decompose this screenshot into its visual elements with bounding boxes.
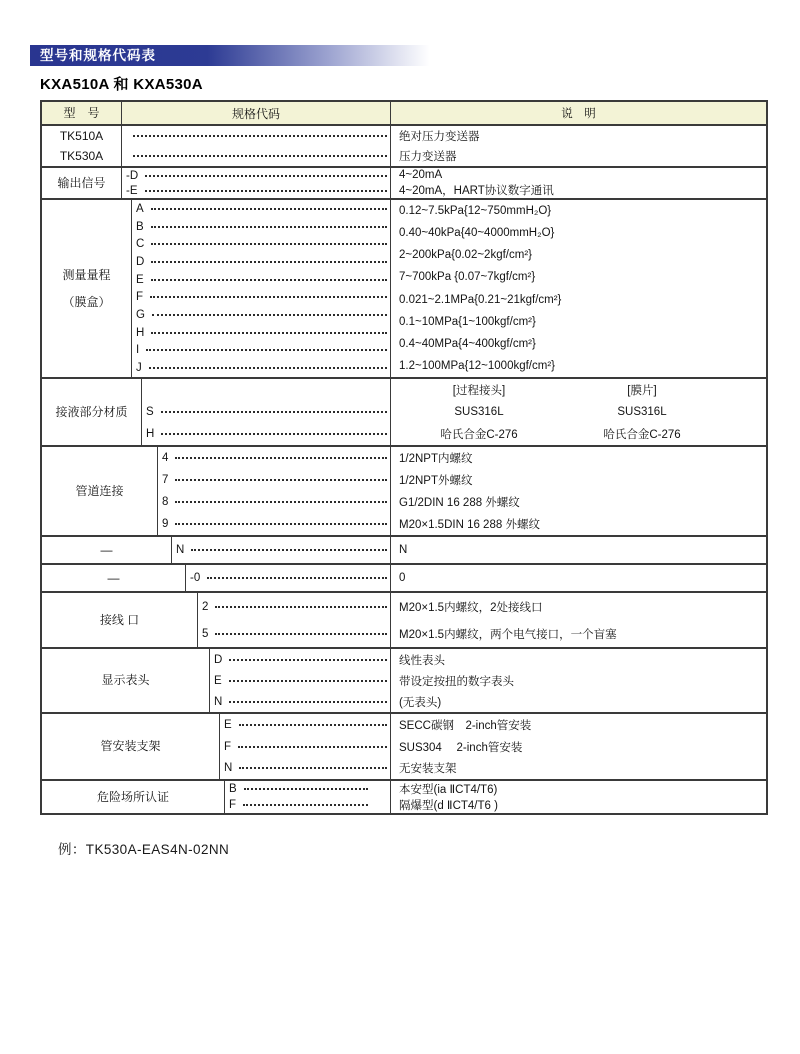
dotted-leader <box>151 226 387 228</box>
descriptions-column <box>390 781 766 813</box>
dotted-leader <box>229 659 387 661</box>
description: 线性表头 <box>399 654 445 667</box>
section-label-line1: 测量量程 <box>62 267 111 282</box>
descriptions-column <box>390 565 766 591</box>
code: B <box>229 783 237 795</box>
descriptions-column <box>390 649 766 712</box>
section-label <box>42 200 132 377</box>
example-model-code: 例：TK530A-EAS4N-02NN <box>58 842 230 857</box>
column-header-description: 说 明 <box>390 102 766 124</box>
description: 本安型(ia ⅡCT4/T6) <box>399 784 498 796</box>
material-value: 哈氏合金C-276 <box>440 429 518 441</box>
section-dash-0 <box>42 563 766 591</box>
dotted-leader <box>244 788 368 790</box>
codes-column <box>225 781 390 813</box>
code: F <box>136 291 144 304</box>
range-value: 2~200kPa{0.02~2kgf/cm²} <box>399 249 532 262</box>
codes-column <box>198 593 390 647</box>
material-header-row <box>391 379 766 401</box>
dotted-leader <box>151 332 387 334</box>
section-label: 接线 口 <box>42 593 198 647</box>
code: G <box>136 309 145 322</box>
description: 无安装支架 <box>399 763 457 776</box>
code: -0 <box>190 572 201 584</box>
section-dash-n <box>42 535 766 563</box>
descriptions-column <box>390 200 766 377</box>
description: 隔爆型(d ⅡCT4/T6 ) <box>399 800 498 812</box>
section-label: 接液部分材质 <box>42 379 142 445</box>
descriptions-column <box>390 168 766 198</box>
code: B <box>136 220 144 233</box>
code: -D <box>126 169 139 182</box>
dotted-leader <box>175 501 387 503</box>
model-dots-column <box>122 126 390 166</box>
column-header-model: 型 号 <box>42 102 122 124</box>
codes-column <box>158 447 390 535</box>
code: J <box>136 362 142 375</box>
descriptions-column <box>390 447 766 535</box>
description: (无表头) <box>399 696 442 709</box>
code: N <box>176 544 185 556</box>
dotted-leader <box>175 479 387 481</box>
dotted-leader <box>229 701 387 703</box>
material-col-header: [膜片] <box>627 385 657 397</box>
descriptions-column <box>390 379 766 445</box>
section-wiring-port <box>42 591 766 647</box>
description: G1/2DIN 16 288 外螺纹 <box>399 497 520 509</box>
range-value: 7~700kPa {0.07~7kgf/cm²} <box>399 271 536 284</box>
dotted-leader <box>239 724 387 726</box>
dotted-leader <box>175 457 387 459</box>
dotted-leader <box>133 135 387 137</box>
dotted-leader <box>239 767 387 769</box>
section-label: 管安装支架 <box>42 714 220 779</box>
section-label: — <box>42 537 172 563</box>
section-title-banner <box>30 45 770 66</box>
dotted-leader <box>161 433 387 435</box>
table-header-row <box>42 102 766 124</box>
code: 7 <box>162 474 169 486</box>
material-value: SUS316L <box>454 406 504 418</box>
dotted-leader <box>150 296 387 298</box>
empty-row <box>146 379 390 401</box>
description: 压力变送器 <box>399 151 457 163</box>
description: SUS304 2-inch管安装 <box>399 741 523 754</box>
code: D <box>136 255 145 268</box>
range-value: 0.4~40MPa{4~400kgf/cm²} <box>399 337 536 350</box>
codes-column <box>210 649 390 712</box>
descriptions-column <box>390 593 766 647</box>
section-pipe-connection <box>42 445 766 535</box>
code: 8 <box>162 496 169 508</box>
code: I <box>136 344 140 357</box>
dotted-leader <box>146 349 387 351</box>
page-title: KXA510A 和 KXA530A <box>40 76 203 93</box>
model-name: TK510A <box>59 128 104 143</box>
code: E <box>136 273 144 286</box>
material-col-header: [过程接头] <box>452 385 506 397</box>
description: 1/2NPT内螺纹 <box>399 453 473 465</box>
dotted-leader <box>151 261 387 263</box>
codes-column <box>172 537 390 563</box>
model-names-cell <box>42 126 122 166</box>
material-value: 哈氏合金C-276 <box>603 429 681 441</box>
code: H <box>146 428 155 440</box>
code: D <box>214 653 223 666</box>
range-value: 0.1~10MPa{1~100kgf/cm²} <box>399 315 536 328</box>
dotted-leader <box>215 606 387 608</box>
description: 带设定按扭的数字表头 <box>399 675 514 688</box>
material-value-row <box>391 401 766 423</box>
code: N <box>224 762 233 775</box>
dotted-leader <box>145 190 388 192</box>
code: 9 <box>162 518 169 530</box>
model-descriptions <box>390 126 766 166</box>
code: C <box>136 238 145 251</box>
dotted-leader <box>229 680 387 682</box>
section-display-head <box>42 647 766 712</box>
dotted-leader <box>151 279 387 281</box>
description: 0 <box>399 572 406 584</box>
descriptions-column <box>390 537 766 563</box>
description: N <box>399 544 408 556</box>
code: F <box>229 799 237 811</box>
dotted-leader <box>215 633 387 635</box>
description: 绝对压力变送器 <box>399 131 480 143</box>
section-measuring-range <box>42 198 766 377</box>
section-wetted-material <box>42 377 766 445</box>
dotted-leader <box>145 175 387 177</box>
code: S <box>146 406 154 418</box>
code: -E <box>126 184 138 197</box>
dotted-leader <box>175 523 387 525</box>
codes-column <box>142 379 390 445</box>
codes-column <box>122 168 390 198</box>
code: A <box>136 202 144 215</box>
range-value: 0.12~7.5kPa{12~750mmH₂O} <box>399 205 552 218</box>
dotted-leader <box>161 411 387 413</box>
code: F <box>224 740 232 753</box>
description: M20×1.5DIN 16 288 外螺纹 <box>399 519 540 531</box>
section-label: 显示表头 <box>42 649 210 712</box>
section-models <box>42 124 766 166</box>
code: H <box>136 326 145 339</box>
section-output-signal <box>42 166 766 198</box>
dotted-leader <box>238 746 387 748</box>
code: N <box>214 695 223 708</box>
dotted-leader <box>133 155 387 157</box>
model-spec-code-table <box>40 100 768 815</box>
column-header-spec-code: 规格代码 <box>231 106 280 121</box>
codes-column <box>186 565 390 591</box>
section-label: 输出信号 <box>42 168 122 198</box>
model-name: TK530A <box>59 148 104 163</box>
dotted-leader <box>243 804 368 806</box>
range-value: 0.40~40kPa{40~4000mmH₂O} <box>399 227 555 240</box>
descriptions-column <box>390 714 766 779</box>
section-hazard-certification <box>42 779 766 813</box>
section-title: 型号和规格代码表 <box>40 48 156 63</box>
dotted-leader <box>149 367 387 369</box>
codes-column <box>132 200 390 377</box>
code: 2 <box>202 600 209 613</box>
description: 4~20mA <box>399 169 443 181</box>
section-label-line2: （膜盒） <box>62 294 111 309</box>
description: M20×1.5内螺纹，两个电气接口，一个盲塞 <box>399 628 617 641</box>
material-value-row <box>391 423 766 445</box>
section-label: 危险场所认证 <box>42 781 225 813</box>
description: M20×1.5内螺纹，2处接线口 <box>399 601 543 614</box>
description: 4~20mA，HART协议数字通讯 <box>399 185 554 197</box>
description: SECC碳钢 2-inch管安装 <box>399 719 532 732</box>
material-value: SUS316L <box>617 406 667 418</box>
code: E <box>214 674 222 687</box>
dotted-leader <box>207 577 387 579</box>
range-value: 1.2~100MPa{12~1000kgf/cm²} <box>399 359 556 372</box>
code: E <box>224 718 232 731</box>
dotted-leader <box>151 208 387 210</box>
section-label: — <box>42 565 186 591</box>
code: 5 <box>202 627 209 640</box>
section-mounting-bracket <box>42 712 766 779</box>
code: 4 <box>162 452 169 464</box>
section-label: 管道连接 <box>42 447 158 535</box>
codes-column <box>220 714 390 779</box>
dotted-leader <box>191 549 387 551</box>
dotted-leader <box>152 314 387 316</box>
dotted-leader <box>151 243 387 245</box>
description: 1/2NPT外螺纹 <box>399 475 473 487</box>
range-value: 0.021~2.1MPa{0.21~21kgf/cm²} <box>399 293 562 306</box>
